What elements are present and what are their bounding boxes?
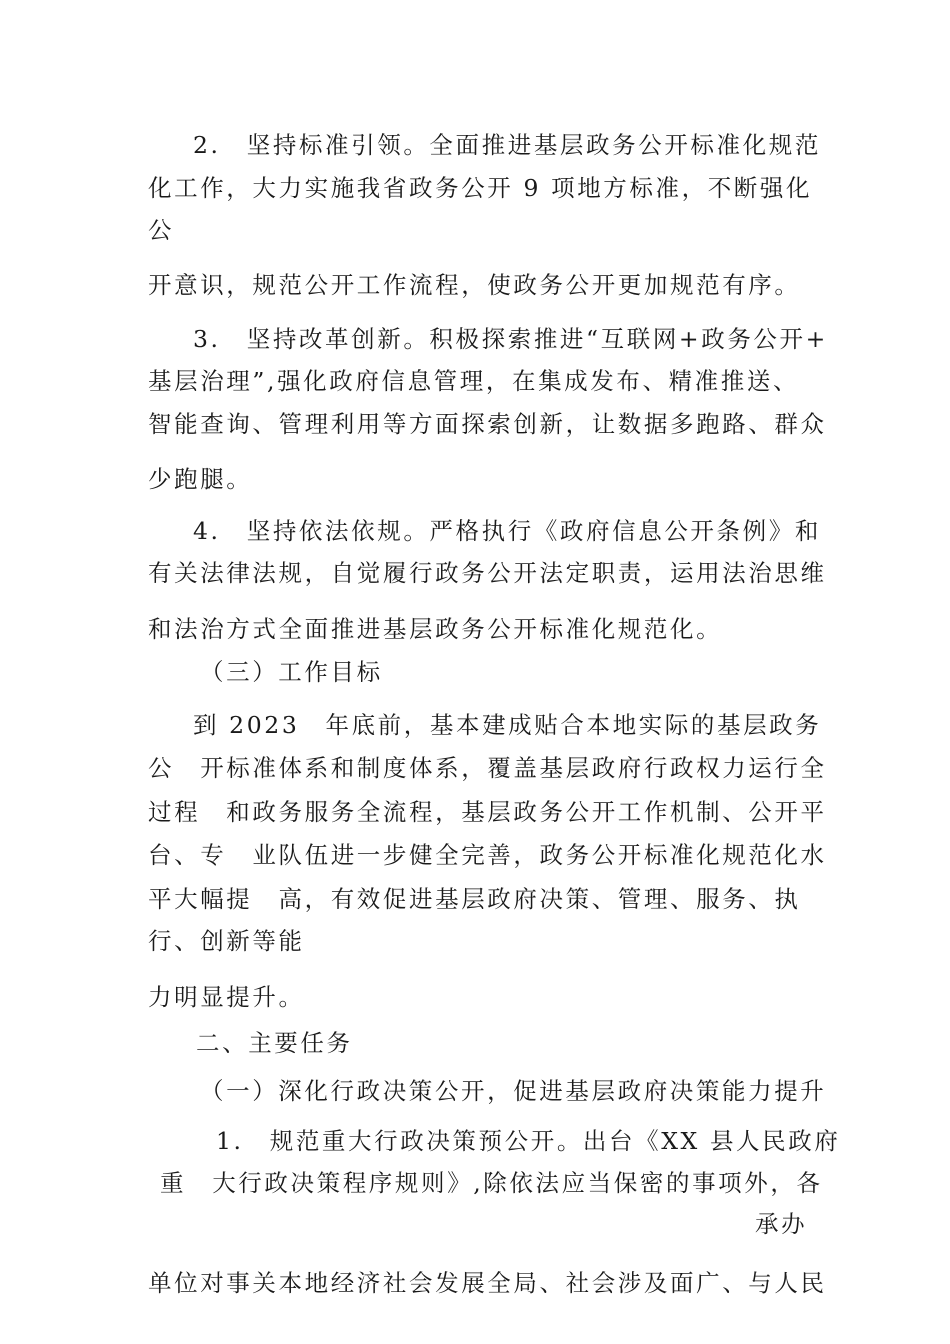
text-line: 2. 坚持标准引领。全面推进基层政务公开标准化规范 xyxy=(193,131,821,159)
text-line: 智能查询、管理利用等方面探索创新，让数据多跑路、群众 xyxy=(148,410,827,438)
text-line: 公 开标准体系和制度体系，覆盖基层政府行政权力运行全 xyxy=(148,754,827,782)
section-heading: （三）工作目标 xyxy=(200,658,383,686)
text-line: 台、专 业队伍进一步健全完善，政务公开标准化规范化水 xyxy=(148,841,827,869)
section-heading: 二、主要任务 xyxy=(196,1029,353,1057)
text-line: 承办 xyxy=(755,1210,808,1238)
section-heading: （一）深化行政决策公开，促进基层政府决策能力提升 xyxy=(200,1077,827,1105)
text-line: 单位对事关本地经济社会发展全局、社会涉及面广、与人民 xyxy=(148,1269,827,1297)
text-line: 有关法律法规，自觉履行政务公开法定职责，运用法治思维 xyxy=(148,559,827,587)
text-line: 少跑腿。 xyxy=(148,465,253,493)
text-line: 公 xyxy=(148,216,175,244)
text-line: 平大幅提 高，有效促进基层政府决策、管理、服务、执 xyxy=(148,885,801,913)
text-line: 化工作，大力实施我省政务公开 9 项地方标准，不断强化 xyxy=(148,174,813,202)
text-line: 1. 规范重大行政决策预公开。出台《XX 县人民政府 xyxy=(216,1127,841,1155)
text-line: 到 2023 年底前，基本建成贴合本地实际的基层政务 xyxy=(193,711,822,739)
text-line: 力明显提升。 xyxy=(148,983,305,1011)
text-line: 和法治方式全面推进基层政务公开标准化规范化。 xyxy=(148,615,723,643)
text-line: 4. 坚持依法依规。严格执行《政府信息公开条例》和 xyxy=(193,517,821,545)
text-line: 行、创新等能 xyxy=(148,927,305,955)
text-line: 开意识，规范公开工作流程，使政务公开更加规范有序。 xyxy=(148,271,801,299)
text-line: 基层治理”,强化政府信息管理，在集成发布、精准推送、 xyxy=(148,367,800,395)
text-line: 重 大行政决策程序规则》,除依法应当保密的事项外，各 xyxy=(160,1169,823,1197)
text-line: 3. 坚持改革创新。积极探索推进“互联网+政务公开+ xyxy=(193,325,828,353)
text-line: 过程 和政务服务全流程，基层政务公开工作机制、公开平 xyxy=(148,798,827,826)
